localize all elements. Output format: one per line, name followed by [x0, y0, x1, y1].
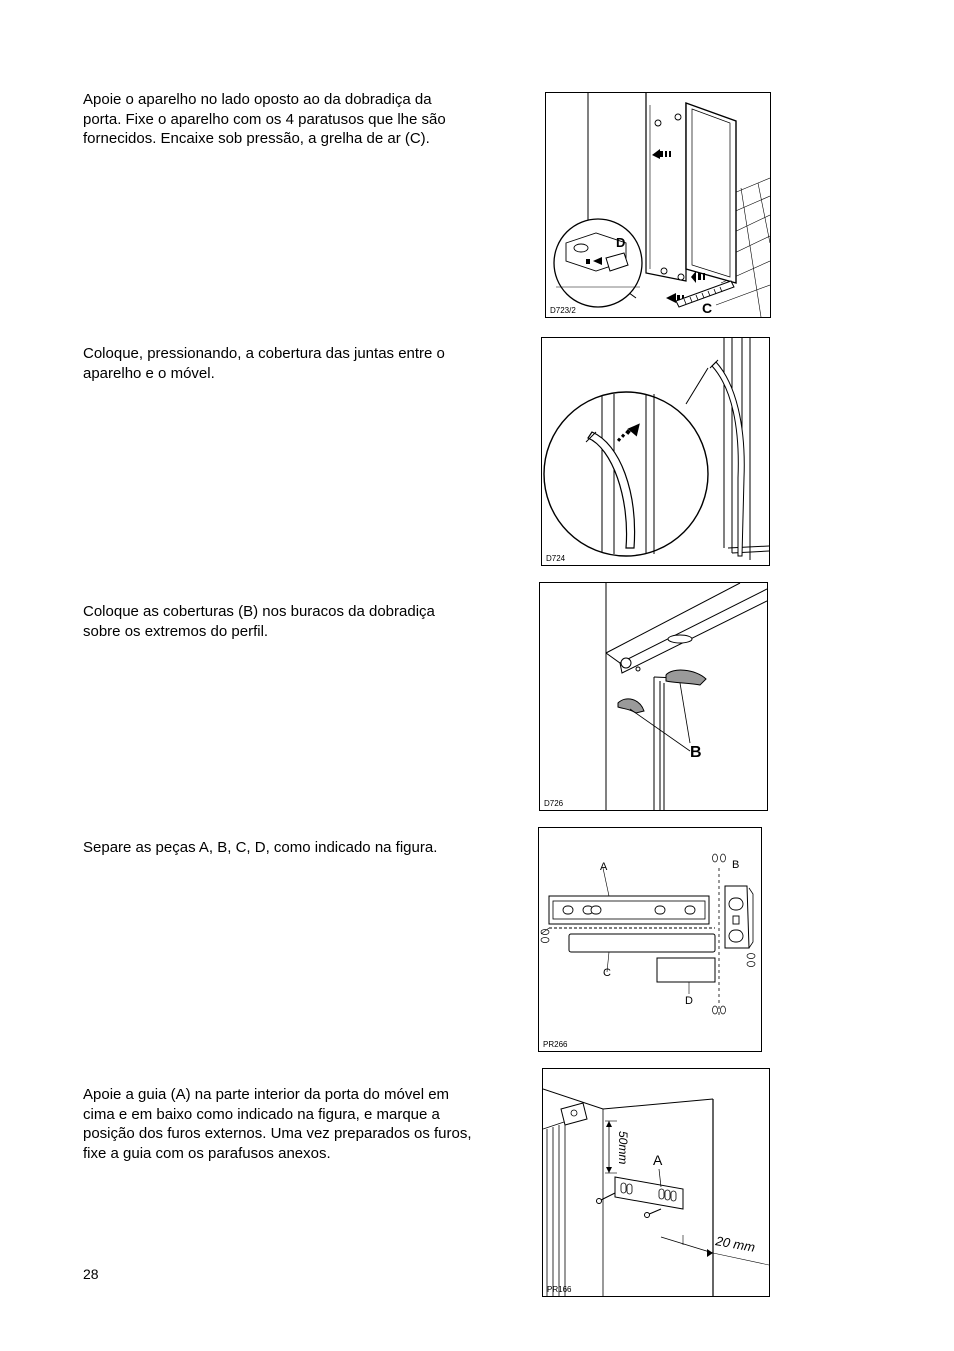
label-b: B [732, 859, 740, 871]
figure-pr266 [538, 827, 762, 1052]
label-c: C [603, 967, 611, 979]
label-a: A [600, 861, 608, 873]
figure-code: D726 [544, 799, 564, 808]
illustration-hinge-covers [540, 583, 767, 810]
label-c: C [702, 300, 713, 316]
instruction-text-3: Coloque as coberturas (B) nos buracos da dobradiça sobre os extremos do perfil. [83, 603, 435, 640]
figure-code: D723/2 [550, 306, 576, 315]
label-a: A [653, 1152, 663, 1168]
label-d: D [616, 235, 626, 250]
instruction-text-2: Coloque, pressionando, a cobertura das juntas entre o aparelho e o móvel. [83, 345, 445, 382]
illustration-parts-separation [539, 828, 761, 1051]
illustration-appliance-fixing [546, 93, 770, 317]
illustration-guide-mounting [543, 1069, 769, 1296]
instruction-text-5: Apoie a guia (A) na parte interior da porta do móvel em cima e em baixo como indicado na figura, e marque a posição dos furos externos. Uma vez preparados os furos, fixe a guia com os parafusos anexos. [83, 1086, 472, 1162]
figure-code: PR166 [547, 1285, 572, 1294]
dimension-20mm: 20 mm [714, 1233, 757, 1255]
label-d: D [685, 995, 693, 1007]
instruction-text-4: Separe as peças A, B, C, D, como indicado na figura. [83, 839, 438, 856]
instruction-text-1: Apoie o aparelho no lado oposto ao da dobradiça da porta. Fixe o aparelho com os 4 paratusos que lhe são fornecidos. Encaixe sob pressão, a grelha de ar (C). [83, 91, 446, 147]
figure-d724 [541, 337, 770, 566]
figure-pr166 [542, 1068, 770, 1297]
page-number: 28 [83, 1266, 99, 1282]
label-b: B [690, 744, 702, 761]
figure-d723 [545, 92, 771, 318]
illustration-joint-cover [542, 338, 769, 565]
figure-code: D724 [546, 554, 566, 563]
dimension-50mm: 50mm [616, 1131, 630, 1165]
figure-code: PR266 [543, 1040, 568, 1049]
figure-d726 [539, 582, 768, 811]
